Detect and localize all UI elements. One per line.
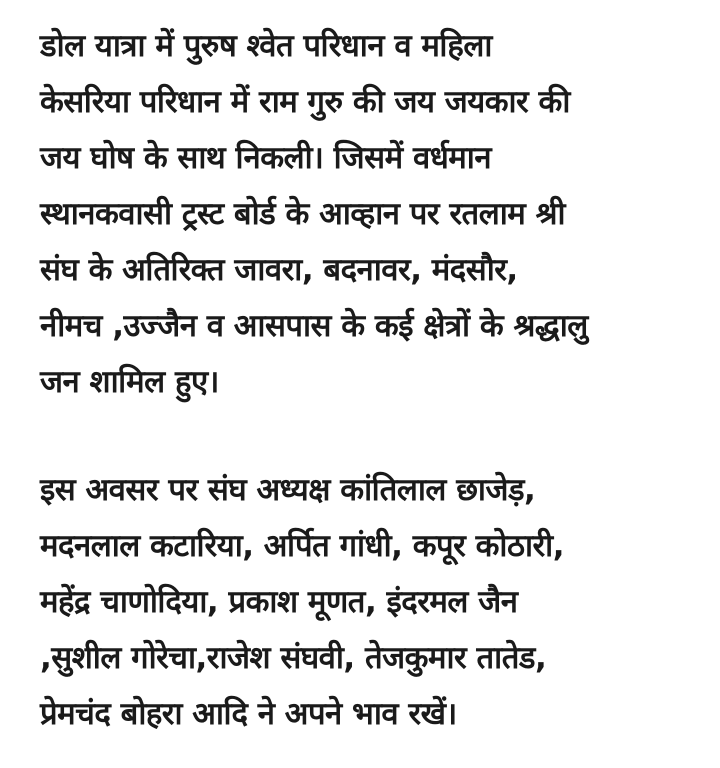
paragraph-line: ,सुशील गोरेचा,राजेश संघवी, तेजकुमार तातेड,: [40, 640, 547, 676]
paragraph-line: इस अवसर पर संघ अध्यक्ष कांतिलाल छाजेड़,: [40, 472, 536, 508]
paragraph-line: नीमच ,उज्जैन व आसपास के कई क्षेत्रों के श्रद्धालु: [40, 308, 588, 344]
paragraph-line: प्रेमचंद बोहरा आदि ने अपने भाव रखें।: [40, 696, 457, 732]
paragraph-line: मदनलाल कटारिया, अर्पित गांधी, कपूर कोठारी,: [40, 528, 564, 564]
paragraph-line: केसरिया परिधान में राम गुरु की जय जयकार की: [40, 84, 570, 120]
paragraph-procession: [40, 18, 700, 410]
paragraph-line: जय घोष के साथ निकली। जिसमें वर्धमान: [40, 140, 492, 176]
paragraph-line: डोल यात्रा में पुरुष श्वेत परिधान व महिला: [40, 28, 492, 64]
paragraph-line: महेंद्र चाणोदिया, प्रकाश मूणत, इंदरमल जैन: [40, 584, 518, 620]
paragraph-line: जन शामिल हुए।: [40, 364, 219, 400]
paragraph-speakers: [40, 462, 700, 742]
paragraph-line: स्थानकवासी ट्रस्ट बोर्ड के आव्हान पर रतलाम श्री: [40, 196, 566, 232]
paragraph-line: संघ के अतिरिक्त जावरा, बदनावर, मंदसौर,: [40, 252, 518, 288]
